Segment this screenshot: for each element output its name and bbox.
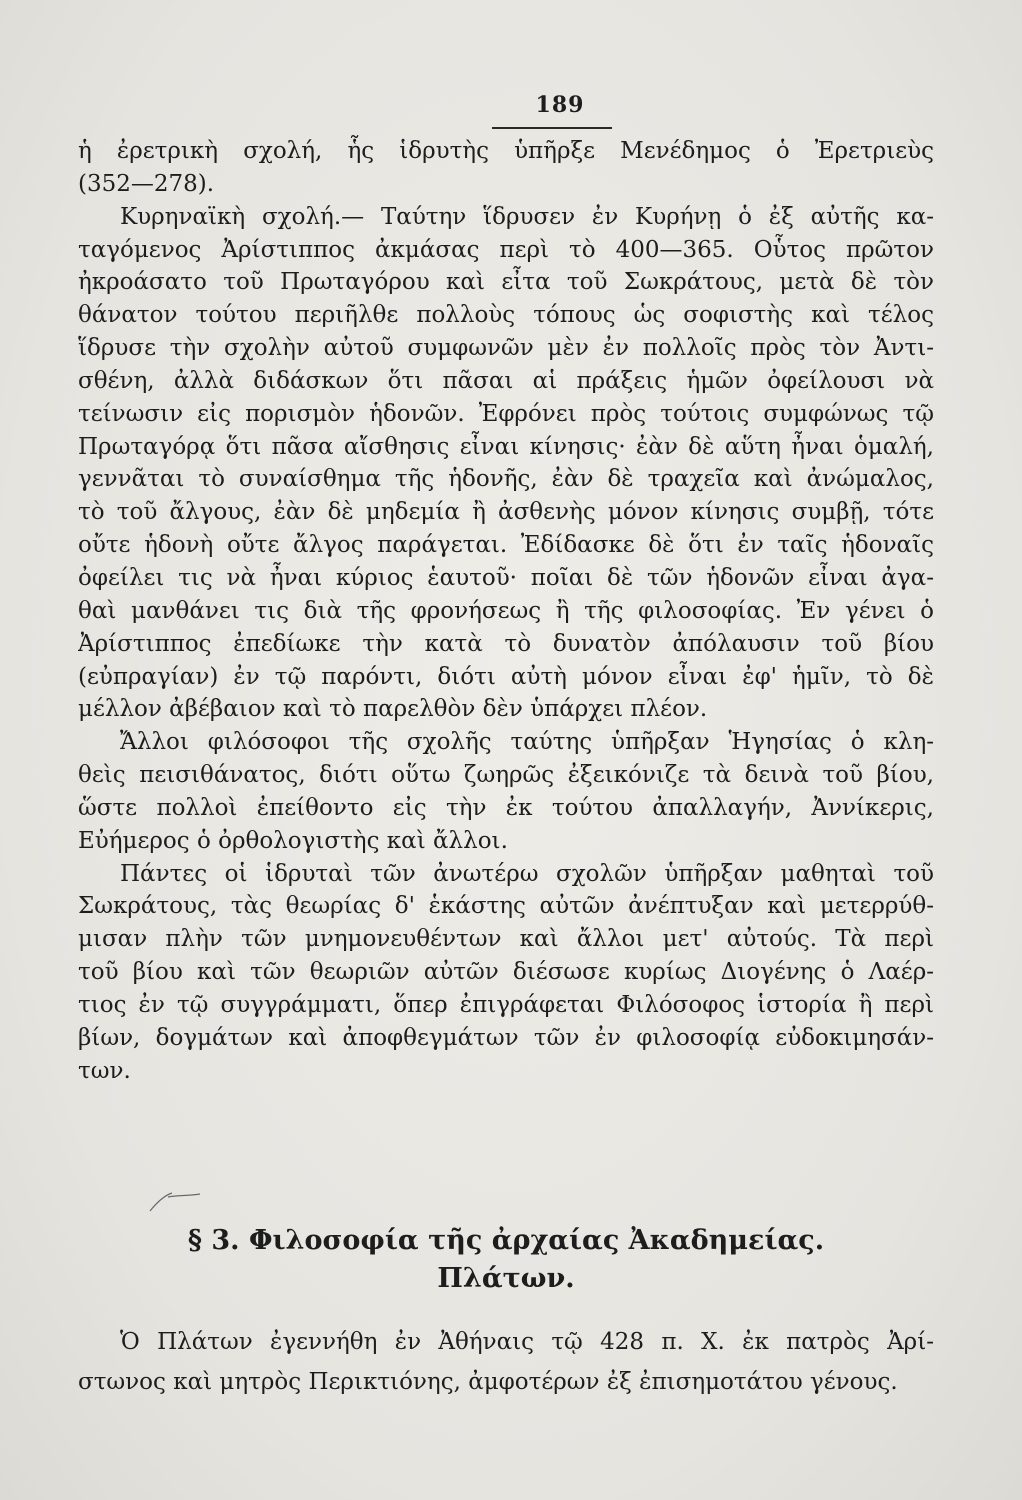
- text-line: τείνωσιν εἰς πορισμὸν ἡδονῶν. Ἐφρόνει πρὸς τούτοις συμφώνως τῷ: [78, 400, 934, 427]
- text-line: (εὐπραγίαν) ἐν τῷ παρόντι, διότι αὐτὴ μόνον εἶναι ἐφ' ἡμῖν, τὸ δὲ: [78, 663, 934, 690]
- text-line: Σωκράτους, τὰς θεωρίας δ' ἑκάστης αὐτῶν ἀνέπτυξαν καὶ μετερρύθ-: [78, 893, 934, 920]
- text-line: τιος ἐν τῷ συγγράμματι, ὅπερ ἐπιγράφεται Φιλόσοφος ἱστορία ἢ περὶ: [78, 991, 934, 1018]
- text-line: ὥστε πολλοὶ ἐπείθοντο εἰς τὴν ἐκ τούτου ἀπαλλαγήν, Ἀννίκερις,: [78, 794, 934, 821]
- section-heading-title: § 3. Φιλοσοφία τῆς ἀρχαίας Ἀκαδημείας.: [187, 1225, 825, 1256]
- text-line: Πάντες οἱ ἱδρυταὶ τῶν ἀνωτέρω σχολῶν ὑπῆρξαν μαθηταὶ τοῦ: [120, 860, 934, 887]
- section-heading-subtitle: Πλάτων.: [437, 1263, 575, 1294]
- text-line: στωνος καὶ μητρὸς Περικτιόνης, ἀμφοτέρων ἐξ ἐπισημοτάτου γένους.: [78, 1369, 898, 1395]
- text-line: μισαν πλὴν τῶν μνημονευθέντων καὶ ἄλλοι μετ' αὐτούς. Τὰ περὶ: [78, 926, 934, 953]
- text-line: θαὶ μανθάνει τις διὰ τῆς φρονήσεως ἢ τῆς φιλοσοφίας. Ἐν γένει ὁ: [78, 597, 934, 624]
- text-line: ταγόμενος Ἀρίστιππος ἀκμάσας περὶ τὸ 400—365. Οὗτος πρῶτον: [78, 236, 934, 263]
- text-line: τὸ τοῦ ἄλγους, ἐὰν δὲ μηδεμία ἢ ἀσθενὴς μόνον κίνησις συμβῇ, τότε: [78, 499, 934, 526]
- text-line: (352—278).: [78, 170, 215, 197]
- header-rule: [492, 127, 612, 129]
- text-line: Κυρηναϊκὴ σχολή.— Ταύτην ἵδρυσεν ἐν Κυρήνῃ ὁ ἐξ αὐτῆς κα-: [120, 203, 934, 230]
- page-number: 189: [535, 92, 585, 118]
- text-line: οὔτε ἡδονὴ οὔτε ἄλγος παράγεται. Ἐδίδασκε δὲ ὅτι ἐν ταῖς ἡδοναῖς: [78, 532, 934, 559]
- closing-paragraph: [78, 1322, 934, 1402]
- text-line: Πρωταγόρᾳ ὅτι πᾶσα αἴσθησις εἶναι κίνησις· ἐὰν δὲ αὕτη ἦναι ὁμαλή,: [78, 433, 934, 460]
- text-line: βίων, δογμάτων καὶ ἀποφθεγμάτων τῶν ἐν φιλοσοφίᾳ εὐδοκιμησάν-: [78, 1024, 934, 1051]
- text-line: Ἀρίστιππος ἐπεδίωκε τὴν κατὰ τὸ δυνατὸν ἀπόλαυσιν τοῦ βίου: [78, 630, 934, 657]
- text-line: μέλλον ἀβέβαιον καὶ τὸ παρελθὸν δὲν ὑπάρχει πλέον.: [78, 696, 708, 723]
- text-line: σθένη, ἀλλὰ διδάσκων ὅτι πᾶσαι αἱ πράξεις ἡμῶν ὀφείλουσι νὰ: [78, 367, 934, 394]
- text-line: ὀφείλει τις νὰ ἦναι κύριος ἑαυτοῦ· ποῖαι δὲ τῶν ἡδονῶν εἶναι ἀγα-: [78, 564, 934, 591]
- text-line: ἠκροάσατο τοῦ Πρωταγόρου καὶ εἶτα τοῦ Σωκράτους, μετὰ δὲ τὸν: [78, 269, 934, 296]
- body-text: [78, 135, 934, 1087]
- pen-stroke-mark: [148, 1185, 208, 1215]
- text-line: Ἄλλοι φιλόσοφοι τῆς σχολῆς ταύτης ὑπῆρξαν Ἡγησίας ὁ κλη-: [120, 729, 934, 756]
- section-heading: [78, 1222, 934, 1298]
- text-line: γεννᾶται τὸ συναίσθημα τῆς ἡδονῆς, ἐὰν δὲ τραχεῖα καὶ ἀνώμαλος,: [78, 466, 934, 493]
- text-line: θεὶς πεισιθάνατος, διότι οὕτω ζωηρῶς ἐξεικόνιζε τὰ δεινὰ τοῦ βίου,: [78, 762, 934, 789]
- text-line: των.: [78, 1057, 131, 1084]
- text-line: Εὐήμερος ὁ ὀρθολογιστὴς καὶ ἄλλοι.: [78, 827, 508, 854]
- text-line: Ὁ Πλάτων ἐγεννήθη ἐν Ἀθήναις τῷ 428 π. Χ. ἐκ πατρὸς Ἀρί-: [120, 1329, 934, 1355]
- text-line: ἵδρυσε τὴν σχολὴν αὐτοῦ συμφωνῶν μὲν ἐν πολλοῖς πρὸς τὸν Ἀντι-: [78, 335, 934, 362]
- text-line: ἡ ἐρετρικὴ σχολή, ἧς ἱδρυτὴς ὑπῆρξε Μενέδημος ὁ Ἐρετριεὺς: [78, 138, 934, 164]
- text-line: τοῦ βίου καὶ τῶν θεωριῶν αὐτῶν διέσωσε κυρίως Διογένης ὁ Λαέρ-: [78, 959, 934, 986]
- text-line: θάνατον τούτου περιῆλθε πολλοὺς τόπους ὡς σοφιστὴς καὶ τέλος: [78, 302, 934, 329]
